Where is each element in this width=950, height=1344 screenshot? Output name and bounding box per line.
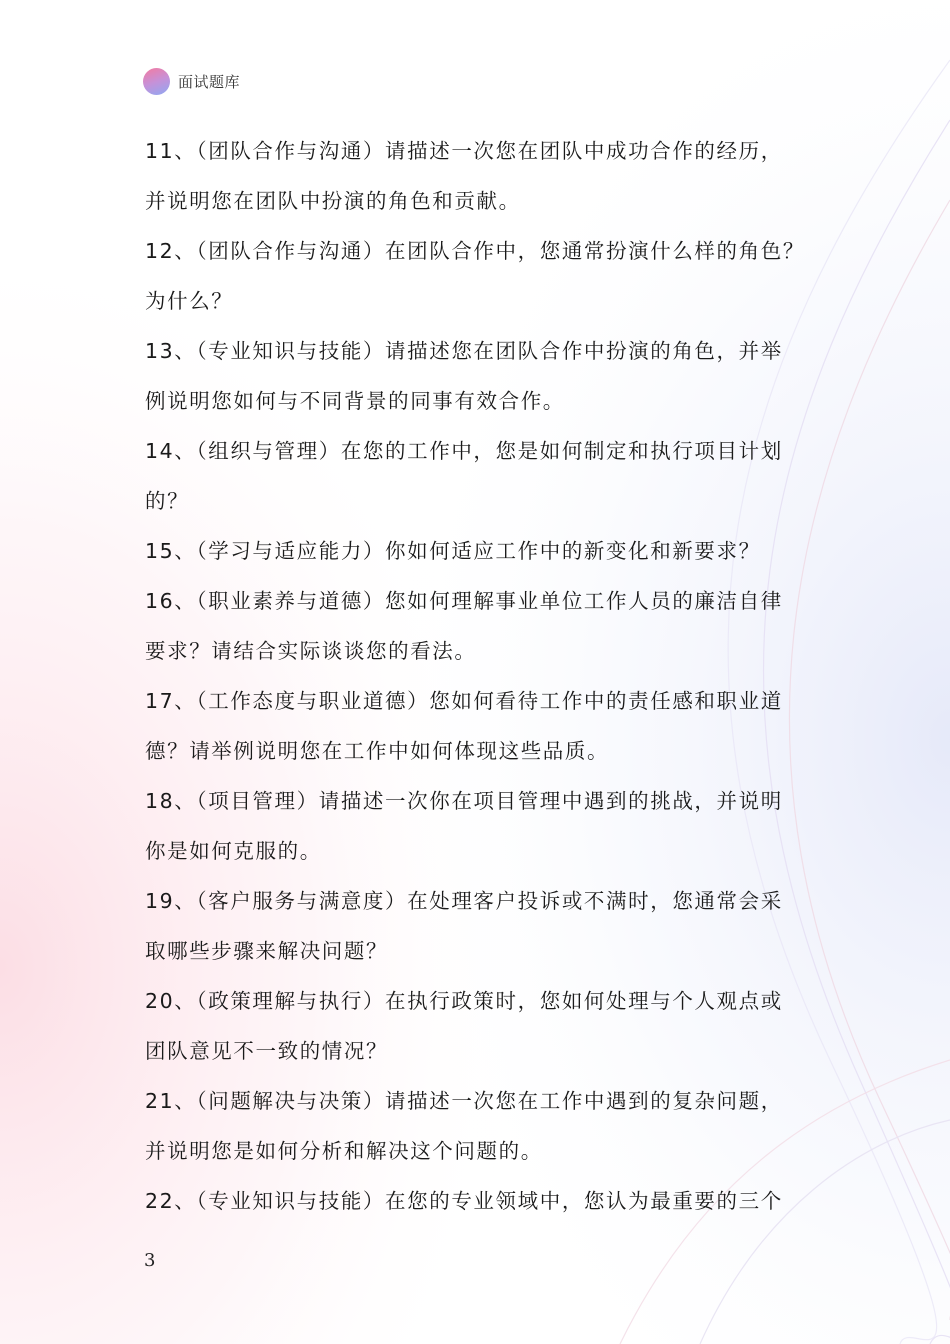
text-line: 团队意见不一致的情况？ [145, 1039, 389, 1063]
text-line: 11、（团队合作与沟通）请描述一次您在团队中成功合作的经历， [145, 139, 783, 163]
text-line: 16、（职业素养与道德）您如何理解事业单位工作人员的廉洁自律 [145, 589, 783, 613]
text-line: 为什么？ [145, 289, 234, 313]
text-line: 并说明您是如何分析和解决这个问题的。 [145, 1139, 543, 1163]
text-line: 你是如何克服的。 [145, 839, 322, 863]
text-line: 并说明您在团队中扮演的角色和贡献。 [145, 189, 521, 213]
text-line: 17、（工作态度与职业道德）您如何看待工作中的责任感和职业道 [145, 689, 783, 713]
text-line: 取哪些步骤来解决问题？ [145, 939, 389, 963]
text-line: 20、（政策理解与执行）在执行政策时，您如何处理与个人观点或 [145, 989, 783, 1013]
text-line: 的？ [145, 489, 190, 513]
question-list [145, 130, 825, 1230]
page-number: 3 [144, 1250, 156, 1271]
text-line: 21、（问题解决与决策）请描述一次您在工作中遇到的复杂问题， [145, 1089, 783, 1113]
header-title: 面试题库 [178, 72, 241, 91]
text-line: 13、（专业知识与技能）请描述您在团队合作中扮演的角色，并举 [145, 339, 783, 363]
gradient-circle-logo [143, 68, 170, 95]
text-line: 22、（专业知识与技能）在您的专业领域中，您认为最重要的三个 [145, 1189, 783, 1213]
text-line: 19、（客户服务与满意度）在处理客户投诉或不满时，您通常会采 [145, 889, 783, 913]
text-line: 德？请举例说明您在工作中如何体现这些品质。 [145, 739, 610, 763]
page-header [143, 66, 240, 96]
text-line: 12、（团队合作与沟通）在团队合作中，您通常扮演什么样的角色？ [145, 239, 805, 263]
text-line: 要求？请结合实际谈谈您的看法。 [145, 639, 477, 663]
text-line: 14、（组织与管理）在您的工作中，您是如何制定和执行项目计划 [145, 439, 783, 463]
text-line: 例说明您如何与不同背景的同事有效合作。 [145, 389, 565, 413]
text-line: 18、（项目管理）请描述一次你在项目管理中遇到的挑战，并说明 [145, 789, 783, 813]
text-line: 15、（学习与适应能力）你如何适应工作中的新变化和新要求？ [145, 539, 761, 563]
